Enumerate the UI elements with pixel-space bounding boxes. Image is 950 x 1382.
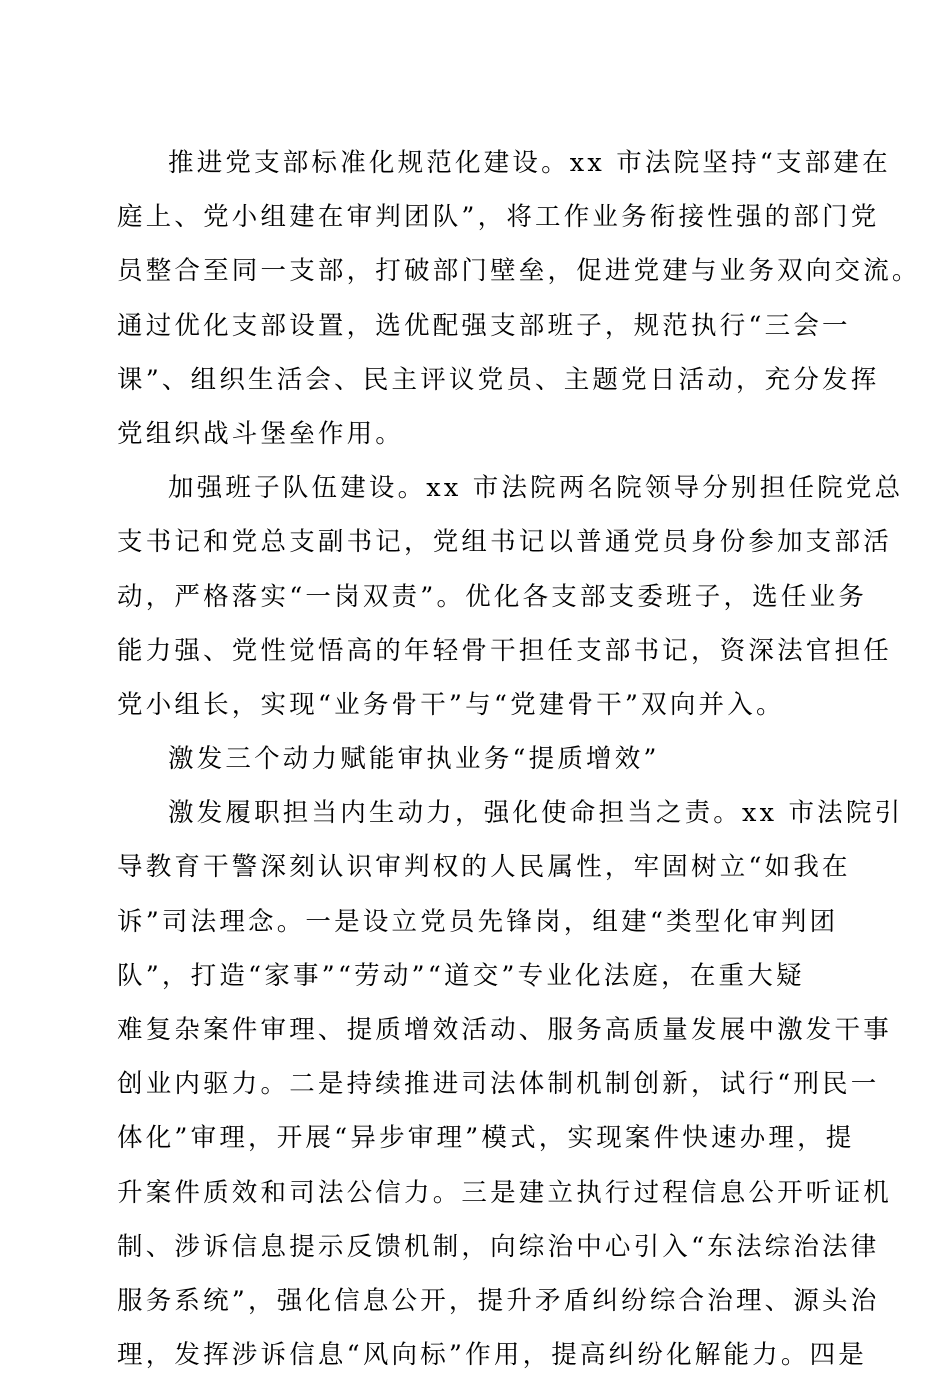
paragraph-3-line-6: 创业内驱力。二是持续推进司法体制机制创新，试行“刑民一 [117,1069,880,1100]
paragraph-3-line-1: 激发履职担当内生动力，强化使命担当之责。xx 市法院引 [168,798,904,829]
paragraph-3-line-10: 服务系统”，强化信息公开，提升矛盾纠纷综合治理、源头治 [117,1285,880,1316]
document-body [117,136,921,1382]
paragraph-1-line-5: 课”、组织生活会、民主评议党员、主题党日活动，充分发挥 [117,364,880,395]
paragraph-3-line-3: 诉”司法理念。一是设立党员先锋岗，组建“类型化审判团 [117,906,839,937]
paragraph-2-line-1: 加强班子队伍建设。xx 市法院两名院领导分别担任院党总 [168,473,904,504]
paragraph-2-line-3: 动，严格落实“一岗双责”。优化各支部支委班子，选任业务 [117,581,867,612]
paragraph-2-line-2: 支书记和党总支副书记，党组书记以普通党员身份参加支部活 [117,527,892,558]
paragraph-2-line-5: 党小组长，实现“业务骨干”与“党建骨干”双向并入。 [117,689,785,720]
paragraph-1-line-3: 员整合至同一支部，打破部门壁垒，促进党建与业务双向交流。 [117,256,921,287]
paragraph-1-line-2: 庭上、党小组建在审判团队”，将工作业务衔接性强的部门党 [117,202,880,233]
paragraph-3-line-8: 升案件质效和司法公信力。三是建立执行过程信息公开听证机 [117,1177,892,1208]
paragraph-1-line-4: 通过优化支部设置，选优配强支部班子，规范执行“三会一 [117,310,851,341]
paragraph-1-line-6: 党组织战斗堡垒作用。 [117,418,405,449]
section-heading: 激发三个动力赋能审执业务“提质增效” [168,744,660,775]
paragraph-3-line-7: 体化”审理，开展“异步审理”模式，实现案件快速办理，提 [117,1123,855,1154]
paragraph-3-line-2: 导教育干警深刻认识审判权的人民属性，牢固树立“如我在 [117,852,851,883]
paragraph-2-line-4: 能力强、党性觉悟高的年轻骨干担任支部书记，资深法官担任 [117,635,892,666]
paragraph-3-line-4: 队”，打造“家事”“劳动”“道交”专业化法庭，在重大疑 [117,960,805,991]
paragraph-3-line-9: 制、涉诉信息提示反馈机制，向综治中心引入“东法综治法律 [117,1231,880,1262]
paragraph-3-line-5: 难复杂案件审理、提质增效活动、服务高质量发展中激发干事 [117,1015,892,1045]
paragraph-3-line-11: 理，发挥涉诉信息“风向标”作用，提高纠纷化解能力。四是 [117,1340,867,1371]
paragraph-1-line-1: 推进党支部标准化规范化建设。xx 市法院坚持“支部建在 [168,148,891,178]
